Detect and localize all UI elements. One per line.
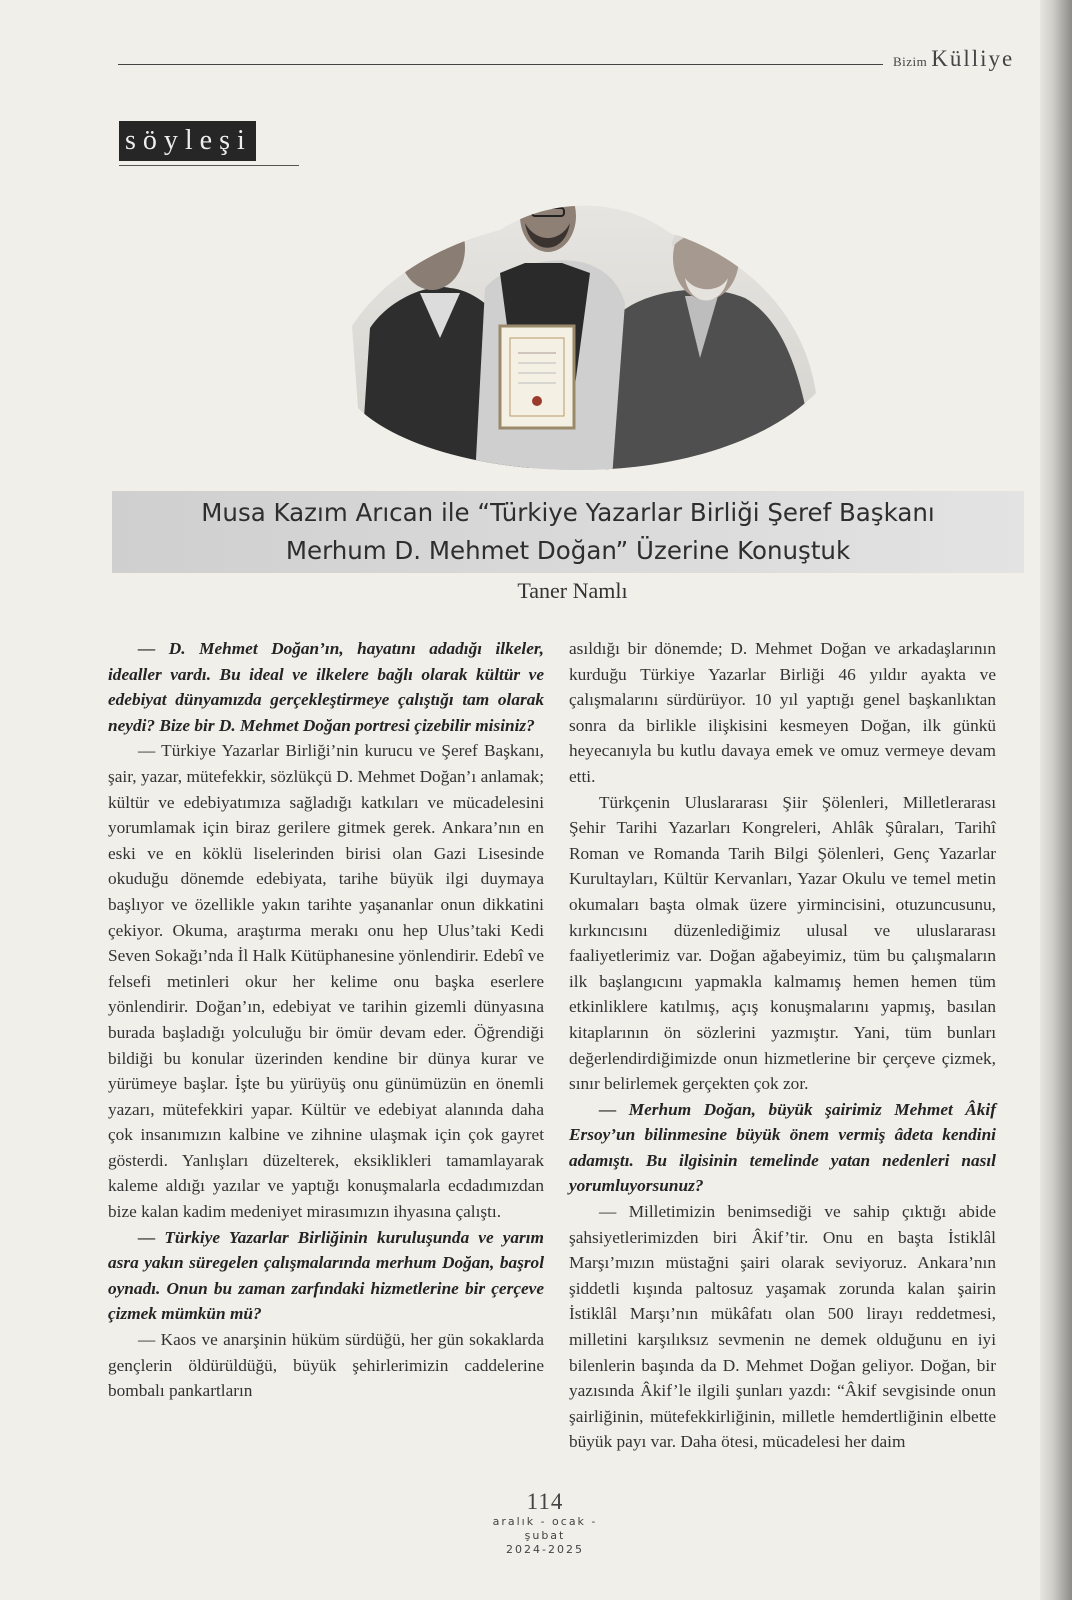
interview-question: — Türkiye Yazarlar Birliğinin kuruluşunda ve yarım asra yakın süregelen çalışmalarında merhum Doğan, başrol oynadı. Onun bu zaman zarfındaki hizmetlerine bir çerçeve çizmek mümkün mü? (108, 1227, 544, 1324)
magazine-title-bizim: Bizim (893, 54, 928, 69)
interview-answer-continued: asıldığı bir dönemde; D. Mehmet Doğan ve arkadaşlarının kurduğu Türkiye Yazarlar Birliği 46 yıldır ayakta ve çalışmalarını sürdürüyor. 10 yıl yaptığı genel başkanlıktan sonra da birlikle ilişkisini kesmeyen Doğan, ilk günkü heyecanıyla bu kutlu davaya emek ve omuz vermeye devam etti. (569, 639, 996, 786)
page-number: 114 (526, 1489, 564, 1514)
magazine-title (893, 46, 1014, 72)
magazine-title-kulliye: Külliye (931, 46, 1015, 71)
interview-answer: — Türkiye Yazarlar Birliği’nin kurucu ve Şeref Başkanı, şair, yazar, mütefekkir, sözlükçü D. Mehmet Doğan’ı anlamak; kültür ve edebiyatımıza sağladığı katkıları ve mücadelesini yorumlamak için biraz gerilere gitmek gerek. Ankara’nın en eski ve en köklü liselerinden birisi olan Gazi Lisesinde okuduğu dönemde edebiyata, tarihe büyük ilgi duymaya başlıyor ve özellikle yakın tarihte yaşananlar onun dikkatini çekiyor. Okuma, araştırma merakı onu hep Ulus’taki Kedi Seven Sokağı’nda İl Halk Kütüphanesine yönlendirir. Edebî ve felsefi metinleri okur her kelime onu başka eserlere yönlendirir. Doğan’ın, edebiyat ve tarihin gizemli dünyasına burada başladığı yolculuğu bir ömür devam eder. Öğrendiği bildiği bu konular üzerinden kendine bir dünya kurar ve yürümeye başlar. İşte bu yürüyüş onu günümüzün en önemli yazarı, mütefekkiri yapar. Kültür ve edebiyat alanında daha çok insanımızın kalbine ve zihnine ulaşmak için çok gayret gösterdi. Yanlışları düzelterek, eksiklikleri tamamlayarak kaleme aldığı yazılar ve yaptığı konuşmalarla ecdadımızdan bize kalan kadim medeniyet mirasımızın ihyasına çalıştı. (108, 741, 544, 1222)
header-rule (118, 64, 883, 65)
interview-question: — D. Mehmet Doğan’ın, hayatını adadığı ilkeler, idealler vardı. Bu ideal ve ilkelere bağlı olarak kültür ve edebiyat dünyamızda gerçekleştirmeye çalıştığı tam olarak neydi? Bize bir D. Mehmet Doğan portresi çizebilir misiniz? (108, 639, 544, 735)
article-column-left (108, 636, 544, 1404)
issue-months: aralık - ocak - şubat (492, 1515, 598, 1542)
interview-answer: — Kaos ve anarşinin hüküm sürdüğü, her gün sokaklarda gençlerin öldürüldüğü, büyük şehirlerimizin caddelerine bombalı pankartların (108, 1330, 544, 1401)
interview-answer: — Milletimizin benimsediği ve sahip çıktığı abide şahsiyetlerimizden biri Âkif’tir. Onu en başta İstiklâl Marşı’mızın müstağni şairi olarak seviyoruz. Ankara’nın şiddetli kışında paltosuz yaşamak zorunda kalan şairin İstiklâl Marşı’nın mükâfatı olan 500 lirayı reddetmesi, milletini karşılıksız sevmenin ne demek olduğunu en iyi bilenlerin başında da D. Mehmet Doğan geliyor. Doğan, bir yazısında Âkif’le ilgili şunları yazdı: “Âkif sevgisinde onun şairliğinin, mütefekkirliğinin, milletle hemdertliğinin elbette büyük payı var. Daha ötesi, mücadelesi her daim (569, 1202, 996, 1452)
page-edge-shadow (1040, 0, 1072, 1600)
section-tag: söyleşi (119, 121, 256, 161)
interview-question: — Merhum Doğan, büyük şairimiz Mehmet Âkif Ersoy’un bilinmesine büyük önem vermiş âdeta kendini adamıştı. Bu ilgisinin temelinde yatan nedenleri nasıl yorumluyorsunuz? (569, 1099, 996, 1196)
article-column-right (569, 636, 996, 1455)
article-title-line-1: Musa Kazım Arıcan ile “Türkiye Yazarlar Birliği Şeref Başkanı (201, 498, 935, 527)
page-footer (470, 1489, 620, 1557)
interview-answer: Türkçenin Uluslararası Şiir Şölenleri, Milletlerarası Şehir Tarihi Yazarları Kongreleri, Ahlâk Şûraları, Tarihî Roman ve Romanda Tarih Bilgi Şölenleri, Genç Yazarlar Kurultayları, Kültür Kervanları, Yazar Okulu ve temel metin okumaları başta olmak üzere yirmincisini, otuzuncusunu, kırkıncısını düzenlediğimiz ulusal ve uluslararası faaliyetlerimiz var. Doğan ağabeyimiz, tüm bu çalışmaların ilk başlangıcını yapmakla kalmamış hemen hemen tüm etkinliklere katılmış, açış konuşmalarını yapmış, basılan kitaplarının ön sözlerini yazmıştır. Yani, tüm bunları değerlendirdiğimizde onun hizmetlerine bir çerçeve çizmek, sınır belirlemek gerçekten çok zor. (569, 792, 996, 1094)
interview-photo (350, 178, 818, 478)
article-author: Taner Namlı (517, 578, 628, 603)
section-tag-rule (119, 165, 299, 166)
certificate (500, 326, 574, 428)
article-title-line-2: Merhum D. Mehmet Doğan” Üzerine Konuştuk (285, 536, 851, 565)
article-title-band (112, 491, 1024, 573)
issue-years: 2024-2025 (506, 1543, 584, 1556)
